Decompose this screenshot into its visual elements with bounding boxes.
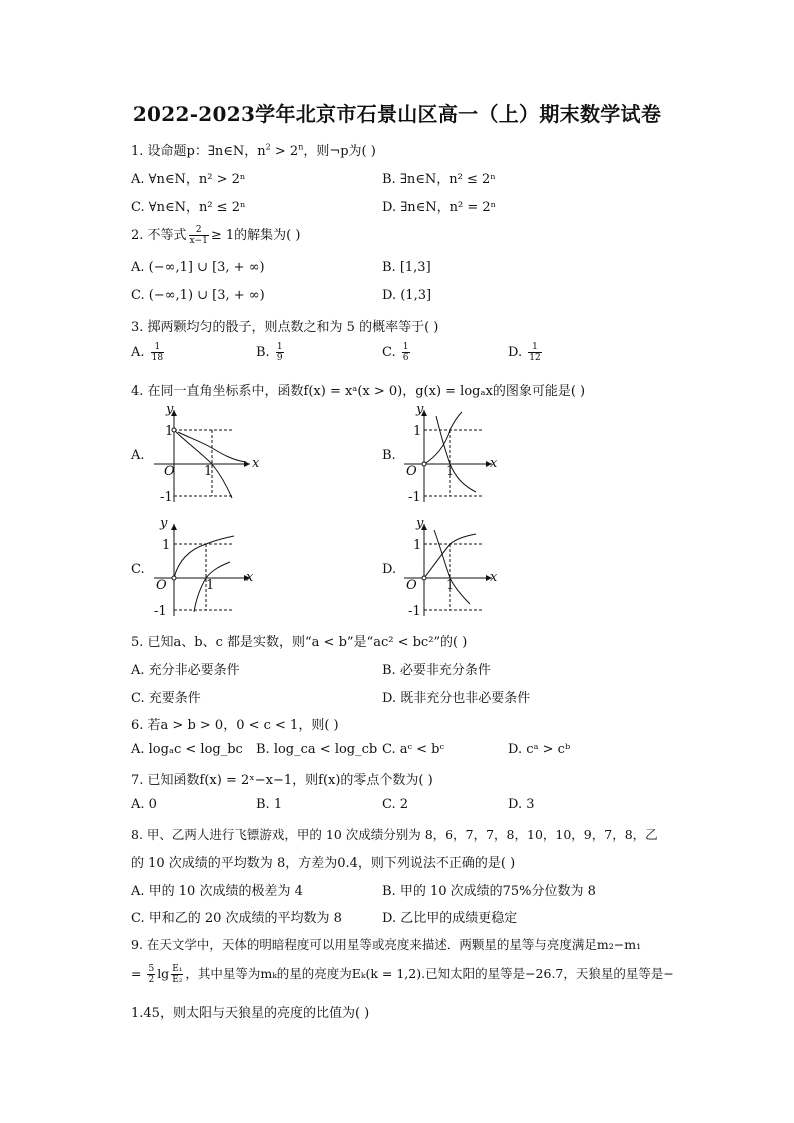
graph-b-neg-one: -1 <box>408 490 421 505</box>
question-2-option-d: D. (1,3] <box>382 288 432 303</box>
graph-b-one-x: 1 <box>446 464 455 479</box>
question-1-option-c: C. ∀n∈N，n² ≤ 2ⁿ <box>131 200 246 215</box>
graph-d-y-label: y <box>416 516 424 531</box>
question-7-option-d: D. 3 <box>508 797 535 812</box>
page-title: 2022-2023学年北京市石景山区高一（上）期末数学试卷 <box>132 102 662 126</box>
graph-a-x-label: x <box>252 456 260 471</box>
question-9-stem-line2: = $\frac{5}{2}$ lg $\frac{\text{E₁}}{\text{E₂}}$ ，其中星等为mₖ的星的亮度为Eₖ(k = 1,2).已知太阳的星等是−26.7，天狼星的星等是− <box>131 964 674 985</box>
question-2-option-c: C. (−∞,1) ∪ [3, + ∞) <box>131 288 265 303</box>
question-3-stem: 3. 掷两颗均匀的骰子，则点数之和为 5 的概率等于( ) <box>131 320 439 335</box>
graph-a-origin: O <box>164 464 175 479</box>
question-5-option-a: A. 充分非必要条件 <box>131 663 240 678</box>
question-3-option-d: D. $\frac{1}{12}$ <box>508 342 541 363</box>
question-6-option-b: B. log_ca < log_cb <box>256 742 378 757</box>
graph-c-origin: O <box>156 578 167 593</box>
question-4-option-b-label: B. <box>382 448 396 463</box>
graph-b-origin: O <box>406 464 417 479</box>
fraction: $\frac{2}{x-1}$ <box>189 225 208 246</box>
graph-d-origin: O <box>406 578 417 593</box>
graph-b-x-label: x <box>490 456 498 471</box>
graph-c-neg-one: -1 <box>154 604 167 619</box>
question-7-option-c: C. 2 <box>382 797 409 812</box>
question-5-option-c: C. 充要条件 <box>131 691 201 706</box>
question-3-option-c: C. $\frac{1}{6}$ <box>382 342 409 363</box>
graph-d-one-x: 1 <box>446 578 455 593</box>
question-6-option-d: D. cᵃ > cᵇ <box>508 742 571 757</box>
question-4-option-a-label: A. <box>131 448 145 463</box>
graph-c-y-label: y <box>160 516 168 531</box>
question-9-stem-line3: 1.45，则太阳与天狼星的亮度的比值为( ) <box>131 1006 370 1021</box>
graph-c-one-y: 1 <box>162 538 171 553</box>
question-5-stem: 5. 已知a、b、c 都是实数，则“a < b”是“ac² < bc²”的( ) <box>131 635 468 650</box>
graph-b-y-label: y <box>416 402 424 417</box>
question-4-stem: 4. 在同一直角坐标系中，函数f(x) = xᵃ(x > 0)，g(x) = logₐx的图象可能是( ) <box>131 384 586 399</box>
graph-a-one-x: 1 <box>204 464 213 479</box>
graph-d-x-label: x <box>490 570 498 585</box>
question-6-option-c: C. aᶜ < bᶜ <box>382 742 444 757</box>
question-8-option-a: A. 甲的 10 次成绩的极差为 4 <box>131 884 303 899</box>
question-1-option-b: B. ∃n∈N，n² ≤ 2ⁿ <box>382 172 496 187</box>
question-8-option-b: B. 甲的 10 次成绩的75%分位数为 8 <box>382 884 596 899</box>
question-5-option-d: D. 既非充分也非必要条件 <box>382 691 531 706</box>
question-6-stem: 6. 若a > b > 0，0 < c < 1，则( ) <box>131 718 339 733</box>
graph-c-x-label: x <box>246 570 254 585</box>
graph-c-one-x: 1 <box>206 578 215 593</box>
question-2-option-b: B. [1,3] <box>382 260 431 275</box>
question-2-option-a: A. (−∞,1] ∪ [3, + ∞) <box>131 260 265 275</box>
graph-a-one-y: 1 <box>165 424 174 439</box>
graph-d-one-y: 1 <box>413 538 422 553</box>
question-7-option-a: A. 0 <box>131 797 157 812</box>
question-5-option-b: B. 必要非充分条件 <box>382 663 491 678</box>
graph-a-neg-one: -1 <box>160 490 173 505</box>
question-7-stem: 7. 已知函数f(x) = 2ˣ−x−1，则f(x)的零点个数为( ) <box>131 773 433 788</box>
graph-a-y-label: y <box>166 402 174 417</box>
question-7-option-b: B. 1 <box>256 797 283 812</box>
question-9-stem-line1: 9. 在天文学中，天体的明暗程度可以用星等或亮度来描述．两颗星的星等与亮度满足m₂−m₁ <box>131 937 642 952</box>
question-3-option-b: B. $\frac{1}{9}$ <box>256 342 283 363</box>
question-8-stem-line1: 8. 甲、乙两人进行飞镖游戏，甲的 10 次成绩分别为 8，6，7，7，8，10，10，9，7，8，乙 <box>131 827 658 842</box>
question-1-option-d: D. ∃n∈N，n² = 2ⁿ <box>382 200 497 215</box>
question-8-option-c: C. 甲和乙的 20 次成绩的平均数为 8 <box>131 911 342 926</box>
question-1-option-a: A. ∀n∈N，n² > 2ⁿ <box>131 172 246 187</box>
question-4-option-d-label: D. <box>382 562 397 577</box>
question-6-option-a: A. logₐc < log_bc <box>131 742 243 757</box>
graph-d-neg-one: -1 <box>408 604 421 619</box>
question-8-stem-line2: 的 10 次成绩的平均数为 8，方差为0.4，则下列说法不正确的是( ) <box>131 856 516 871</box>
question-4-option-c-label: C. <box>131 562 145 577</box>
question-2-stem: 2. 不等式 $\frac{2}{x-1}$ ≥ 1的解集为( ) <box>131 225 301 246</box>
question-1-stem: 1. 设命题p：∃n∈N，$n^2 > 2^n$，则¬p为( ) <box>131 142 376 159</box>
graph-b-one-y: 1 <box>413 424 422 439</box>
graph-c <box>150 516 270 620</box>
question-3-option-a: A. $\frac{1}{18}$ <box>131 342 164 363</box>
question-8-option-d: D. 乙比甲的成绩更稳定 <box>382 911 518 926</box>
